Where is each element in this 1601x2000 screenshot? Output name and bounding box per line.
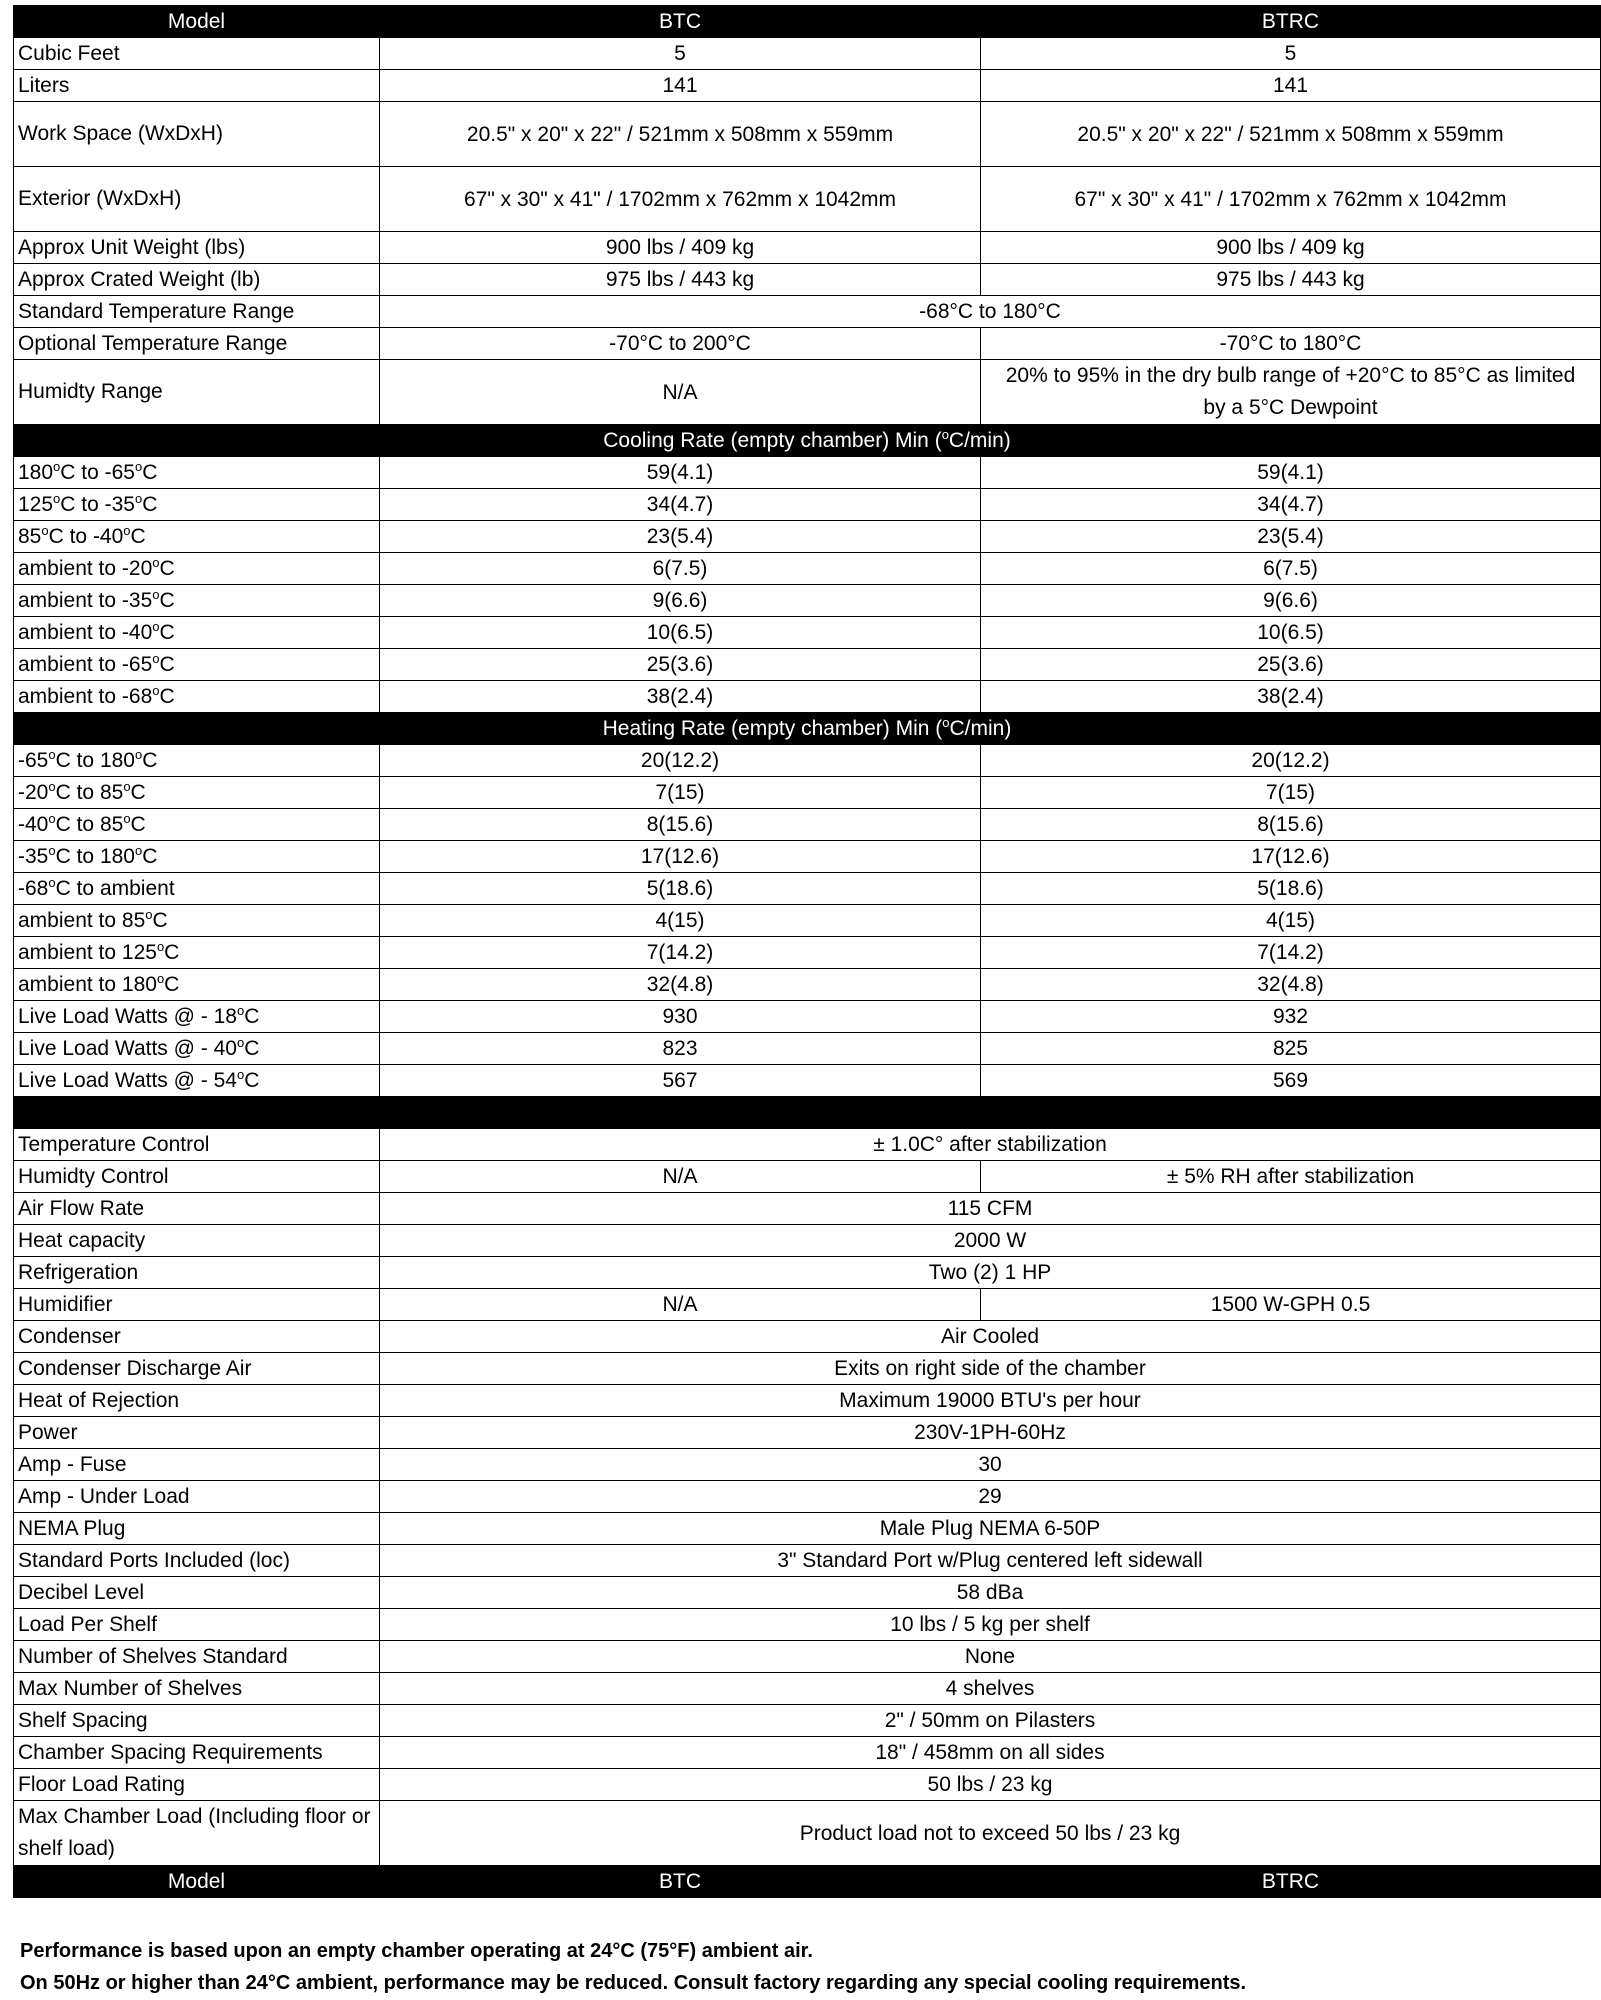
spec-label: Load Per Shelf [14,1609,380,1641]
cooling-title-text: Cooling Rate (empty chamber) Min ( [603,429,942,452]
spec-row [14,102,1601,167]
spec-label: Liters [14,70,380,102]
degree-superscript: o [236,1003,245,1018]
spec-label: Amp - Under Load [14,1481,380,1513]
footer-btc-label: BTC [380,1866,981,1898]
cooling-row [14,553,1601,585]
heating-value-btrc: 4(15) [981,905,1601,937]
heating-value-btrc: 17(12.6) [981,841,1601,873]
degree-superscript: o [156,971,165,986]
cooling-section-title [14,425,1601,457]
heating-row [14,745,1601,777]
cooling-value-btc: 25(3.6) [380,649,981,681]
spec-label: Max Chamber Load (Including floor or shelf load) [14,1801,380,1866]
label-part: C [152,909,168,932]
spec-row [14,1545,1601,1577]
degree-superscript: o [48,779,56,794]
label-part: C [159,621,175,644]
cooling-value-btrc: 9(6.6) [981,585,1601,617]
spec-label: Standard Ports Included (loc) [14,1545,380,1577]
cooling-value-btc: 34(4.7) [380,489,981,521]
spec-row [14,264,1601,296]
spec-row [14,1385,1601,1417]
degree-superscript: o [48,747,56,762]
label-part: C [159,685,175,708]
label-part: -68 [18,877,49,900]
label-part: Live Load Watts @ - 40 [18,1037,237,1060]
label-part: 180 [18,461,54,484]
spec-value-btc: -70°C to 200°C [380,328,981,360]
label-part: -65 [18,749,49,772]
spec-label: Temperature Control [14,1129,380,1161]
cooling-row [14,617,1601,649]
label-part: 85 [18,525,42,548]
spec-label: Condenser Discharge Air [14,1353,380,1385]
degree-superscript: o [145,907,153,922]
degree-superscript: o [134,491,143,506]
spec-value-btrc: 20.5" x 20" x 22" / 521mm x 508mm x 559mm [981,102,1601,167]
spec-value-both: 2" / 50mm on Pilasters [380,1705,1601,1737]
spec-label: Humidty Control [14,1161,380,1193]
header-btc-label: BTC [380,6,981,38]
spec-value-both: Exits on right side of the chamber [380,1353,1601,1385]
spec-row [14,1609,1601,1641]
cooling-row [14,521,1601,553]
label-part: C to 180 [55,845,135,868]
label-part: ambient to -65 [18,653,153,676]
spec-value-both: None [380,1641,1601,1673]
degree-superscript: o [152,619,160,634]
label-part: 125 [18,493,54,516]
cooling-value-btrc: 10(6.5) [981,617,1601,649]
heating-value-btc: 5(18.6) [380,873,981,905]
heating-value-btrc: 569 [981,1065,1601,1097]
spec-label: Shelf Spacing [14,1705,380,1737]
spec-value-both: 50 lbs / 23 kg [380,1769,1601,1801]
spec-label: Standard Temperature Range [14,296,380,328]
spec-value-both: ± 1.0C° after stabilization [380,1129,1601,1161]
heating-value-btrc: 5(18.6) [981,873,1601,905]
section-divider-cell [14,1097,1601,1129]
spec-row [14,328,1601,360]
spec-value-btrc: ± 5% RH after stabilization [981,1161,1601,1193]
spec-label: Max Number of Shelves [14,1673,380,1705]
header-btrc-label: BTRC [981,6,1601,38]
spec-value-both: 58 dBa [380,1577,1601,1609]
heating-label [14,1033,380,1065]
cooling-value-btc: 6(7.5) [380,553,981,585]
heating-label [14,873,380,905]
spec-label: Amp - Fuse [14,1449,380,1481]
spec-value-both: 18" / 458mm on all sides [380,1737,1601,1769]
label-part: Live Load Watts @ - 54 [18,1069,237,1092]
spec-value-btc: 975 lbs / 443 kg [380,264,981,296]
heating-title-text: Heating Rate (empty chamber) Min ( [602,717,943,740]
spec-row [14,1705,1601,1737]
spec-row [14,1449,1601,1481]
degree-superscript: o [134,747,143,762]
heating-value-btrc: 32(4.8) [981,969,1601,1001]
degree-superscript: o [53,459,61,474]
heating-title-unit: C/min) [949,717,1012,740]
label-part: C [159,589,175,612]
degree-superscript: o [134,459,143,474]
cooling-value-btrc: 23(5.4) [981,521,1601,553]
spec-value-btc: 900 lbs / 409 kg [380,232,981,264]
spec-row [14,1673,1601,1705]
spec-label: Approx Unit Weight (lbs) [14,232,380,264]
heating-value-btc: 32(4.8) [380,969,981,1001]
heating-label [14,809,380,841]
label-part: C [130,813,146,836]
spec-label: Condenser [14,1321,380,1353]
cooling-label [14,617,380,649]
label-part: C [244,1037,260,1060]
cooling-value-btrc: 38(2.4) [981,681,1601,713]
spec-row [14,1641,1601,1673]
spec-value-btrc: -70°C to 180°C [981,328,1601,360]
spec-value-btrc: 5 [981,38,1601,70]
heating-value-btrc: 825 [981,1033,1601,1065]
label-part: -40 [18,813,49,836]
spec-label: Humidty Range [14,360,380,425]
spec-row [14,1481,1601,1513]
degree-superscript: o [152,683,160,698]
cooling-label [14,457,380,489]
spec-label: Chamber Spacing Requirements [14,1737,380,1769]
cooling-row [14,681,1601,713]
heating-row [14,1001,1601,1033]
spec-value-btc: N/A [380,1289,981,1321]
label-part: ambient to 180 [18,973,157,996]
label-part: ambient to -35 [18,589,153,612]
label-part: C [130,781,146,804]
spec-value-both: -68°C to 180°C [380,296,1601,328]
cooling-row [14,649,1601,681]
heating-value-btc: 823 [380,1033,981,1065]
cooling-value-btrc: 59(4.1) [981,457,1601,489]
heating-value-btc: 930 [380,1001,981,1033]
degree-superscript: o [942,715,950,730]
degree-superscript: o [152,651,160,666]
spec-row [14,1289,1601,1321]
spec-value-both: Maximum 19000 BTU's per hour [380,1385,1601,1417]
heating-label [14,1065,380,1097]
spec-row [14,1801,1601,1866]
heating-value-btrc: 20(12.2) [981,745,1601,777]
cooling-value-btc: 59(4.1) [380,457,981,489]
heating-section-title [14,713,1601,745]
spec-label: Floor Load Rating [14,1769,380,1801]
cooling-value-btc: 9(6.6) [380,585,981,617]
spec-row [14,1737,1601,1769]
degree-superscript: o [41,523,49,538]
cooling-label [14,649,380,681]
spec-row [14,1417,1601,1449]
label-part: ambient to -68 [18,685,153,708]
degree-superscript: o [123,523,131,538]
degree-superscript: o [53,491,61,506]
heating-value-btc: 20(12.2) [380,745,981,777]
spec-row [14,1257,1601,1289]
label-part: ambient to -20 [18,557,153,580]
spec-value-btrc: 900 lbs / 409 kg [981,232,1601,264]
spec-row [14,1513,1601,1545]
spec-value-btc: 141 [380,70,981,102]
spec-value-btrc: 1500 W-GPH 0.5 [981,1289,1601,1321]
cooling-section-header [14,425,1601,457]
spec-label: Refrigeration [14,1257,380,1289]
spec-value-btc: N/A [380,1161,981,1193]
heating-section-header [14,713,1601,745]
spec-row [14,1161,1601,1193]
heating-value-btc: 567 [380,1065,981,1097]
label-part: C to ambient [55,877,175,900]
cooling-title-unit: C/min) [948,429,1011,452]
spec-table [13,5,1601,1898]
heating-value-btrc: 7(14.2) [981,937,1601,969]
spec-value-both: 115 CFM [380,1193,1601,1225]
heating-row [14,969,1601,1001]
spec-label: Optional Temperature Range [14,328,380,360]
spec-row [14,1577,1601,1609]
degree-superscript: o [134,843,143,858]
spec-row [14,167,1601,232]
spec-label: Air Flow Rate [14,1193,380,1225]
degree-superscript: o [48,811,56,826]
cooling-value-btc: 38(2.4) [380,681,981,713]
spec-label: Exterior (WxDxH) [14,167,380,232]
cooling-label [14,585,380,617]
spec-value-btrc: 67" x 30" x 41" / 1702mm x 762mm x 1042mm [981,167,1601,232]
spec-value-both: 30 [380,1449,1601,1481]
heating-row [14,841,1601,873]
label-part: ambient to 125 [18,941,157,964]
label-part: C [159,653,175,676]
spec-label: Power [14,1417,380,1449]
spec-value-btc: N/A [380,360,981,425]
heating-row [14,777,1601,809]
spec-row [14,1321,1601,1353]
spec-label: Heat of Rejection [14,1385,380,1417]
spec-value-both: Two (2) 1 HP [380,1257,1601,1289]
degree-superscript: o [123,811,131,826]
spec-value-both: 4 shelves [380,1673,1601,1705]
ambient-note: On 50Hz or higher than 24°C ambient, performance may be reduced. Consult factory regarding any special cooling requirements. [20,1972,1247,1994]
heating-label [14,777,380,809]
heating-row [14,905,1601,937]
cooling-value-btrc: 25(3.6) [981,649,1601,681]
spec-row [14,70,1601,102]
heating-value-btc: 17(12.6) [380,841,981,873]
cooling-label [14,489,380,521]
spec-label: Heat capacity [14,1225,380,1257]
performance-note: Performance is based upon an empty chamber operating at 24°C (75°F) ambient air. [20,1940,813,1962]
degree-superscript: o [123,779,131,794]
label-part: C to 180 [55,749,135,772]
spec-value-btc: 20.5" x 20" x 22" / 521mm x 508mm x 559mm [380,102,981,167]
label-part: C [142,493,158,516]
degree-superscript: o [236,1067,245,1082]
label-part: C to -35 [60,493,135,516]
footer-btrc-label: BTRC [981,1866,1601,1898]
cooling-value-btrc: 6(7.5) [981,553,1601,585]
degree-superscript: o [156,939,165,954]
spec-row [14,38,1601,70]
cooling-label [14,681,380,713]
heating-label [14,1001,380,1033]
cooling-label [14,553,380,585]
heating-label [14,969,380,1001]
label-part: C [159,557,175,580]
degree-superscript: o [152,555,160,570]
cooling-row [14,585,1601,617]
label-part: C to -40 [48,525,124,548]
heating-label [14,905,380,937]
label-part: C [142,461,158,484]
degree-superscript: o [152,587,160,602]
spec-label: Humidifier [14,1289,380,1321]
spec-label: Cubic Feet [14,38,380,70]
spec-value-both: Male Plug NEMA 6-50P [380,1513,1601,1545]
footer-model-label: Model [14,1866,380,1898]
heating-value-btc: 4(15) [380,905,981,937]
heating-row [14,937,1601,969]
heating-value-btc: 7(14.2) [380,937,981,969]
label-part: ambient to 85 [18,909,146,932]
degree-superscript: o [941,427,949,442]
spec-value-both: Product load not to exceed 50 lbs / 23 kg [380,1801,1601,1866]
spec-value-both: 2000 W [380,1225,1601,1257]
label-part: C [244,1005,260,1028]
footer-row [14,1866,1601,1898]
spec-value-btrc: 975 lbs / 443 kg [981,264,1601,296]
spec-value-btrc: 141 [981,70,1601,102]
cooling-value-btc: 10(6.5) [380,617,981,649]
spec-value-btrc: 20% to 95% in the dry bulb range of +20°C to 85°C as limited by a 5°C Dewpoint [981,360,1601,425]
heating-row [14,873,1601,905]
heating-label [14,745,380,777]
spec-row [14,232,1601,264]
label-part: C [130,525,146,548]
cooling-label [14,521,380,553]
header-row [14,6,1601,38]
spec-value-btc: 67" x 30" x 41" / 1702mm x 762mm x 1042mm [380,167,981,232]
spec-row [14,1225,1601,1257]
degree-superscript: o [48,875,56,890]
spec-label: NEMA Plug [14,1513,380,1545]
spec-label: Number of Shelves Standard [14,1641,380,1673]
label-part: -35 [18,845,49,868]
label-part: C [164,973,180,996]
cooling-row [14,457,1601,489]
label-part: -20 [18,781,49,804]
spec-row [14,1129,1601,1161]
spec-table-body [14,6,1601,1898]
spec-value-both: 3" Standard Port w/Plug centered left sidewall [380,1545,1601,1577]
heating-value-btrc: 932 [981,1001,1601,1033]
spec-value-both: 230V-1PH-60Hz [380,1417,1601,1449]
spec-row [14,296,1601,328]
spec-row [14,1353,1601,1385]
spec-label: Work Space (WxDxH) [14,102,380,167]
degree-superscript: o [48,843,56,858]
heating-label [14,937,380,969]
degree-superscript: o [236,1035,245,1050]
label-part: Live Load Watts @ - 18 [18,1005,237,1028]
spec-row [14,1769,1601,1801]
label-part: C to -65 [60,461,135,484]
spec-value-both: 10 lbs / 5 kg per shelf [380,1609,1601,1641]
spec-label: Decibel Level [14,1577,380,1609]
heating-value-btc: 8(15.6) [380,809,981,841]
heating-row [14,1065,1601,1097]
section-divider [14,1097,1601,1129]
label-part: ambient to -40 [18,621,153,644]
heating-row [14,809,1601,841]
heating-row [14,1033,1601,1065]
heating-value-btc: 7(15) [380,777,981,809]
label-part: C [142,845,158,868]
label-part: C [164,941,180,964]
cooling-row [14,489,1601,521]
heating-value-btrc: 7(15) [981,777,1601,809]
label-part: C to 85 [55,813,124,836]
label-part: C [142,749,158,772]
header-model-label: Model [14,6,380,38]
spec-label: Approx Crated Weight (lb) [14,264,380,296]
spec-row [14,360,1601,425]
spec-value-btc: 5 [380,38,981,70]
spec-value-both: Air Cooled [380,1321,1601,1353]
heating-label [14,841,380,873]
cooling-value-btrc: 34(4.7) [981,489,1601,521]
label-part: C [244,1069,260,1092]
spec-value-both: 29 [380,1481,1601,1513]
spec-row [14,1193,1601,1225]
cooling-value-btc: 23(5.4) [380,521,981,553]
label-part: C to 85 [55,781,124,804]
heating-value-btrc: 8(15.6) [981,809,1601,841]
